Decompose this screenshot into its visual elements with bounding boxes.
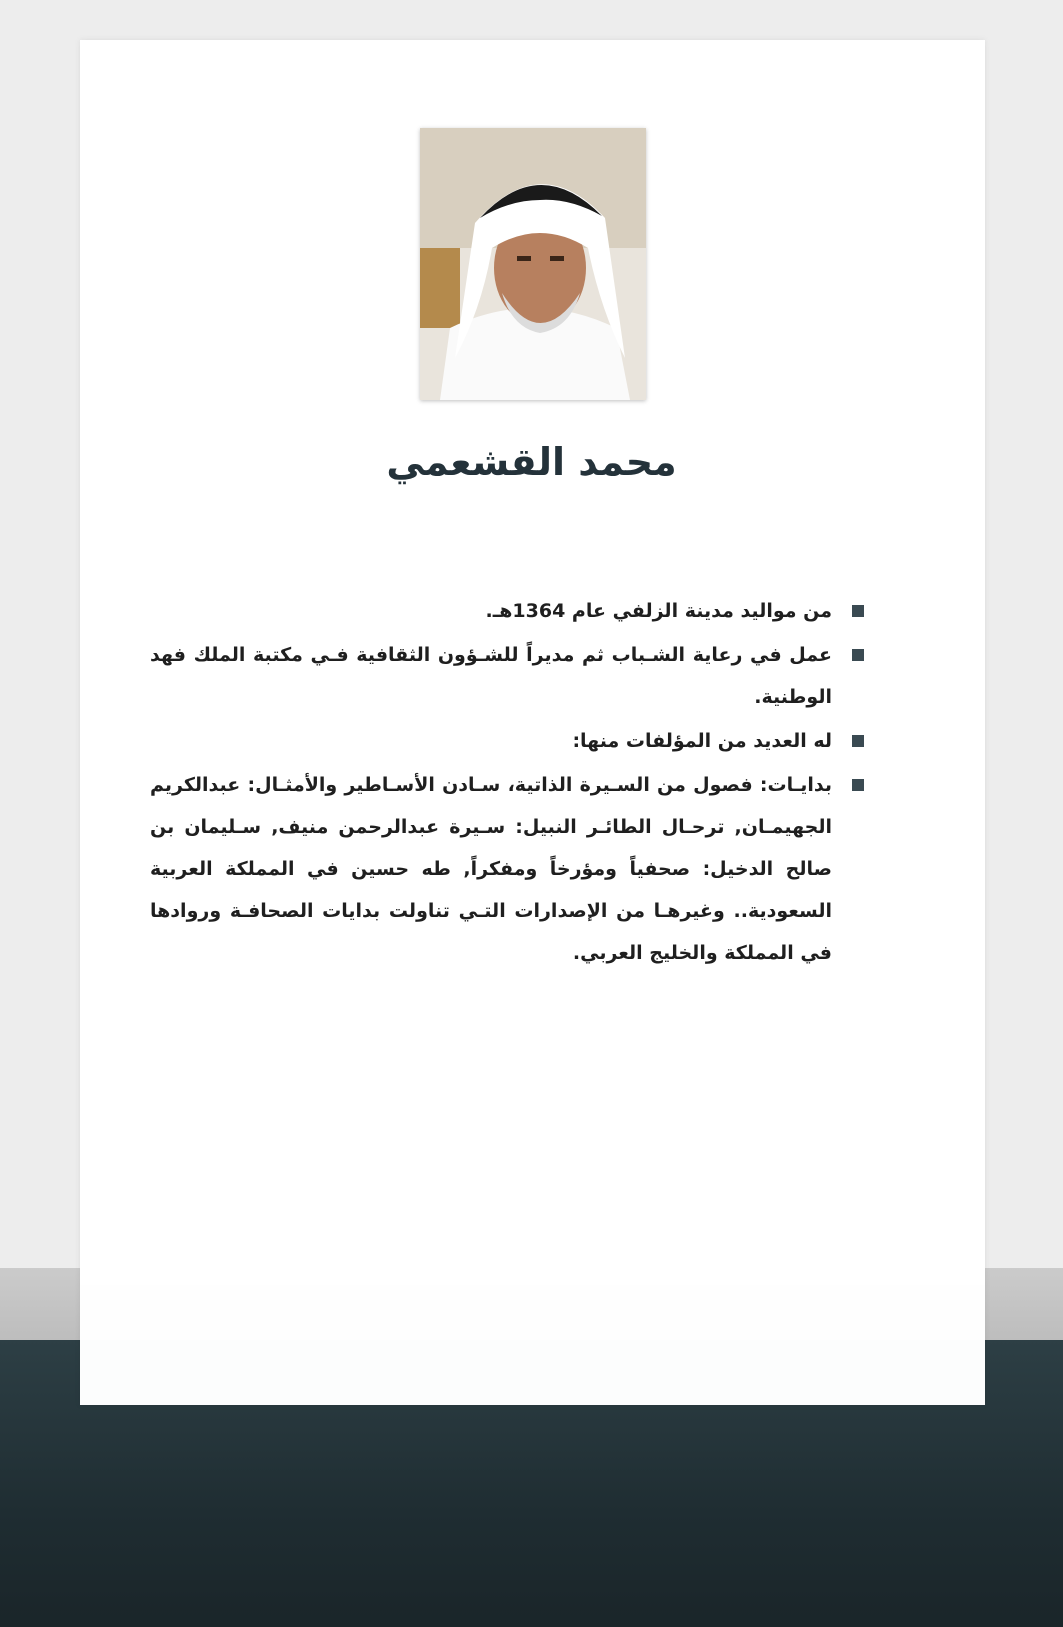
bio-item-text: عمل في رعاية الشـباب ثم مديراً للشـؤون الثقافية فـي مكتبة الملك فهد الوطنية. — [150, 644, 832, 708]
panel-fade — [80, 1268, 985, 1405]
bio-item — [150, 590, 870, 632]
square-bullet-icon — [852, 779, 864, 791]
bio-item-text: من مواليد مدينة الزلفي عام 1364هـ. — [485, 600, 832, 622]
bio-item-text: له العديد من المؤلفات منها: — [572, 730, 832, 752]
author-photo — [420, 128, 646, 400]
bio-item-text: بدايـات: فصول من السـيرة الذاتية، سـادن الأسـاطير والأمثـال: عبدالكريم الجهيمـان, ترحـال الطائـر النبيل: سـيرة عبدالرحمن منيف, سـليمان بن صالح الدخيل: صحفياً ومؤرخاً ومفكراً, طه حسين في المملكة العربية السعودية.. وغيرهـا من الإصدارات التـي تناولت بدايات الصحافـة وروادها في المملكة والخليج العربي. — [150, 774, 832, 964]
bio-list — [150, 590, 870, 976]
square-bullet-icon — [852, 649, 864, 661]
square-bullet-icon — [852, 735, 864, 747]
bio-item — [150, 764, 870, 974]
square-bullet-icon — [852, 605, 864, 617]
bio-item — [150, 720, 870, 762]
author-name: محمد القشعمي — [386, 440, 677, 484]
author-portrait-icon — [420, 128, 646, 400]
bio-item — [150, 634, 870, 718]
